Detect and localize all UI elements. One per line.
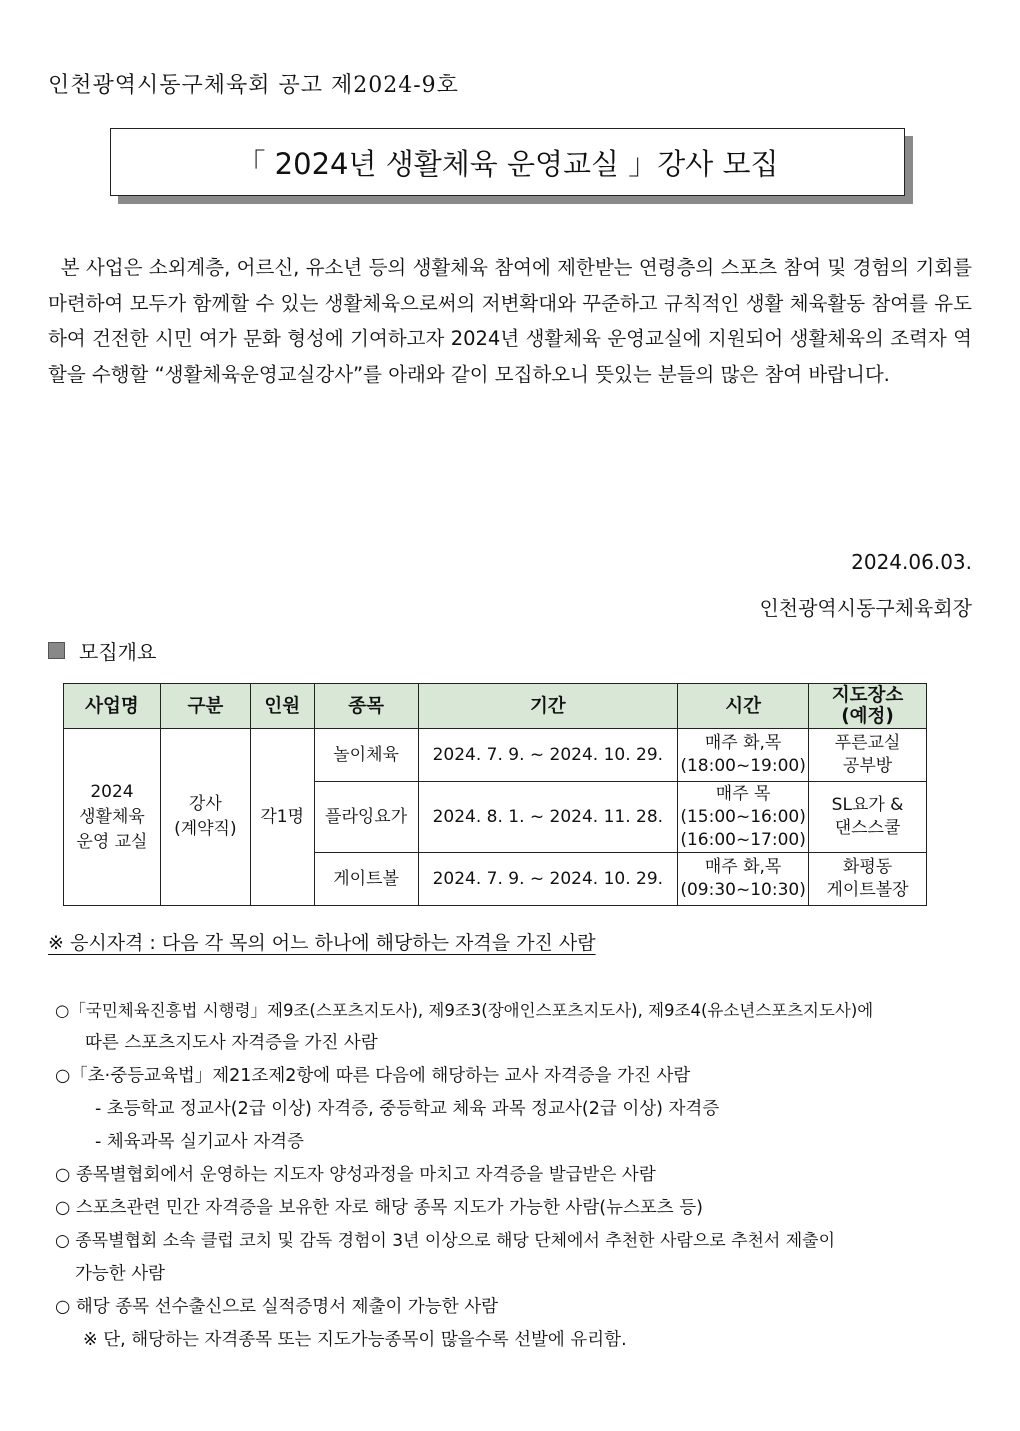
list-item: ○ 스포츠관련 민간 자격증을 보유한 자로 해당 종목 지도가 가능한 사람(뉴스포츠 등) — [55, 1198, 703, 1218]
intro-paragraph — [48, 250, 972, 392]
header-headcount: 인원 — [250, 684, 314, 729]
headcount-cell: 각1명 — [250, 729, 314, 906]
list-item: ※ 단, 해당하는 자격종목 또는 지도가능종목이 많을수록 선발에 유리함. — [83, 1330, 627, 1350]
time-cell: 매주 목 (15:00~16:00) (16:00~17:00) — [678, 782, 809, 853]
header-place: 지도장소 (예정) — [809, 684, 927, 729]
place-cell: 푸른교실 공부방 — [809, 729, 927, 782]
sport-cell: 게이트볼 — [314, 853, 418, 906]
period-cell: 2024. 8. 1. ~ 2024. 11. 28. — [418, 782, 678, 853]
page-title: 「 2024년 생활체육 운영교실 」강사 모집 — [110, 128, 905, 196]
list-item: ○「초·중등교육법」제21조제2항에 따른 다음에 해당하는 교사 자격증을 가진 사람 — [55, 1066, 691, 1086]
intro-text: 본 사업은 소외계층, 어르신, 유소년 등의 생활체육 참여에 제한받는 연령층의 스포츠 참여 및 경험의 기회를 마련하여 모두가 함께할 수 있는 생활체육으로써의 저변확대와 꾸준하고 규칙적인 생활 체육활동 참여를 유도하여 건전한 시민 여가 문화 형성에 기여하고자 2024년 생활체육 운영교실에 지원되어 생활체육의 조력자 역할을 수행할 “생활체육운영교실강사”를 아래와 같이 모집하오니 뜻있는 분들의 많은 참여 바랍니다. — [48, 256, 972, 386]
list-item: ○ 해당 종목 선수출신으로 실적증명서 제출이 가능한 사람 — [55, 1297, 499, 1317]
time-cell: 매주 화,목 (09:30~10:30) — [678, 853, 809, 906]
sport-cell: 놀이체육 — [314, 729, 418, 782]
place-cell: SL요가 & 댄스스쿨 — [809, 782, 927, 853]
period-cell: 2024. 7. 9. ~ 2024. 10. 29. — [418, 729, 678, 782]
title-box — [110, 128, 905, 196]
sport-cell: 플라잉요가 — [314, 782, 418, 853]
list-item: ○ 종목별협회에서 운영하는 지도자 양성과정을 마치고 자격증을 발급받은 사람 — [55, 1165, 656, 1185]
list-item: ○「국민체육진흥법 시행령」제9조(스포츠지도사), 제9조3(장애인스포츠지도사), 제9조4(유소년스포츠지도사)에 — [55, 1001, 874, 1020]
notice-number: 인천광역시동구체육회 공고 제2024-9호 — [48, 73, 459, 98]
section-heading — [48, 636, 156, 665]
list-item: 가능한 사람 — [75, 1264, 166, 1284]
category-cell: 강사 (계약직) — [160, 729, 250, 906]
list-item: - 체육과목 실기교사 자격증 — [95, 1132, 304, 1152]
qualification-list — [55, 994, 975, 1357]
list-item: 따른 스포츠지도사 자격증을 가진 사람 — [85, 1033, 378, 1053]
organization-name: 인천광역시동구체육회장 — [759, 596, 972, 620]
header-period: 기간 — [418, 684, 678, 729]
list-item: ○ 종목별협회 소속 클럽 코치 및 감독 경험이 3년 이상으로 해당 단체에서 추천한 사람으로 추천서 제출이 — [55, 1231, 836, 1251]
section-title: 모집개요 — [79, 640, 157, 664]
header-business-name: 사업명 — [64, 684, 161, 729]
header-time: 시간 — [678, 684, 809, 729]
qualification-heading: ※ 응시자격 : 다음 각 목의 어느 하나에 해당하는 자격을 가진 사람 — [48, 932, 596, 954]
place-cell: 화평동 게이트볼장 — [809, 853, 927, 906]
table-row — [64, 729, 927, 782]
business-name-cell: 2024 생활체육 운영 교실 — [64, 729, 161, 906]
period-cell: 2024. 7. 9. ~ 2024. 10. 29. — [418, 853, 678, 906]
list-item: - 초등학교 정교사(2급 이상) 자격증, 중등학교 체육 과목 정교사(2급 이상) 자격증 — [95, 1099, 720, 1119]
square-bullet-icon — [48, 642, 65, 659]
time-cell: 매주 화,목 (18:00~19:00) — [678, 729, 809, 782]
announcement-date: 2024.06.03. — [851, 550, 972, 574]
table-header-row — [64, 684, 927, 729]
header-sport: 종목 — [314, 684, 418, 729]
header-category: 구분 — [160, 684, 250, 729]
recruitment-table — [63, 683, 927, 906]
